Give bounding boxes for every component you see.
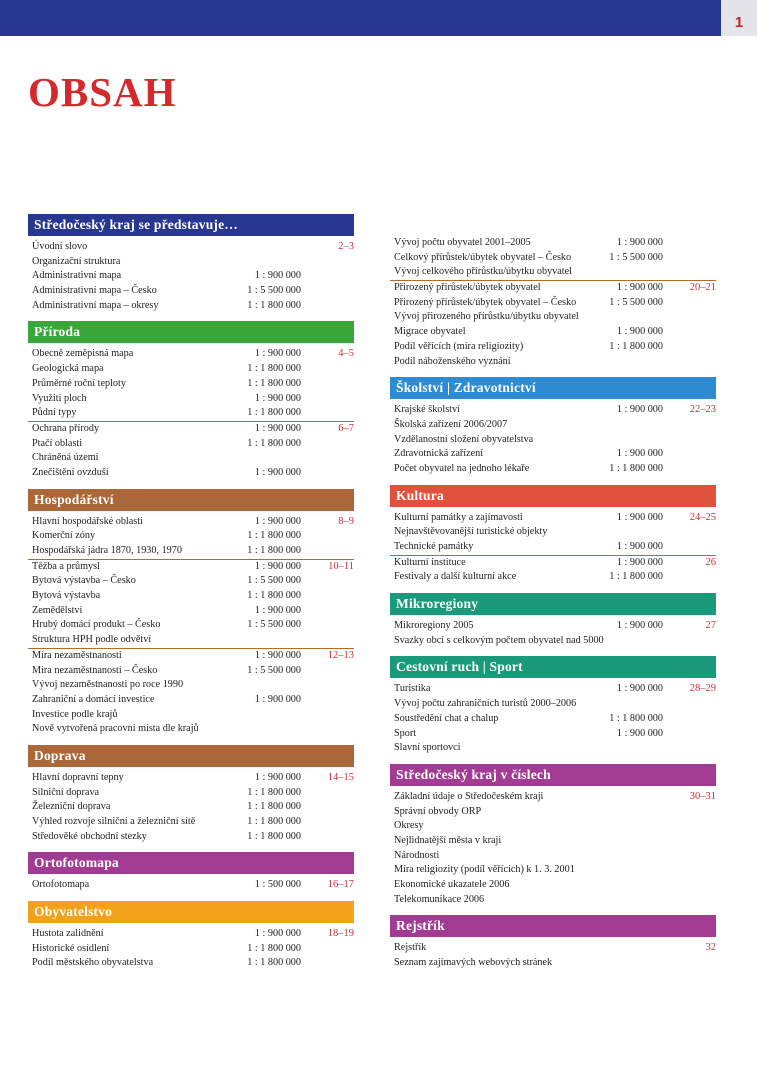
toc-entry[interactable]	[390, 251, 716, 266]
entry-title: Hospodářská jádra 1870, 1930, 1970	[32, 545, 182, 556]
entry-title: Hlavní dopravní tepny	[32, 771, 124, 783]
toc-entry[interactable]	[28, 574, 354, 589]
entry-title: Podíl městského obyvatelstva	[32, 957, 154, 969]
section-body	[28, 874, 354, 893]
map-scale: 1 : 900 000	[254, 928, 301, 940]
top-banner	[0, 0, 721, 36]
map-scale: 1 : 900 000	[254, 392, 301, 404]
entry-title: Vývoj počtu obyvatel 2001–2005	[394, 237, 531, 248]
toc-group	[28, 421, 354, 481]
toc-group	[28, 771, 354, 844]
entry-title: Přirozený přírůstek/úbytek obyvatel – Česko	[394, 296, 577, 308]
section-header: Doprava	[28, 745, 354, 767]
entry-title: Míra religiozity (podíl věřících) k 1. 3. 2001	[394, 864, 575, 876]
map-scale: 1 : 900 000	[254, 771, 301, 783]
entry-title: Středověké obchodní stezky	[32, 830, 147, 842]
page-range-link[interactable]: 16–17	[327, 879, 354, 891]
map-scale: 1 : 900 000	[254, 466, 301, 478]
toc-entry[interactable]	[28, 284, 354, 299]
page-range-link[interactable]: 14–15	[327, 771, 354, 783]
page-number-box	[721, 0, 757, 36]
entry-title: Hustota zalidnění	[32, 928, 104, 940]
entry-title: Ekonomické ukazatele 2006	[394, 879, 510, 890]
toc-entry[interactable]	[390, 296, 716, 311]
toc-entry[interactable]	[390, 697, 716, 712]
map-scale: 1 : 900 000	[254, 604, 301, 616]
toc-entry[interactable]	[390, 355, 716, 370]
entry-title: Nově vytvořená pracovní místa dle krajů	[32, 723, 199, 735]
toc-entry[interactable]	[28, 437, 354, 452]
entry-title: Zdravotnická zařízení	[394, 448, 484, 460]
entry-title: Hlavní hospodářské oblasti	[32, 515, 143, 527]
entry-title: Celkový přírůstek/úbytek obyvatel – Česko	[394, 251, 572, 263]
toc-entry[interactable]	[390, 619, 716, 634]
map-scale: 1 : 1 800 000	[247, 377, 301, 389]
toc-entry[interactable]	[28, 678, 354, 693]
toc-section-continued	[390, 232, 716, 369]
entry-title: Vývoj nezaměstnanosti po roce 1990	[32, 679, 184, 691]
toc-section-doprava	[28, 745, 354, 844]
map-scale: 1 : 1 800 000	[247, 786, 301, 798]
section-body	[390, 507, 716, 585]
map-scale: 1 : 1 800 000	[247, 363, 301, 375]
entry-title: Sport	[394, 727, 417, 739]
page-range-link[interactable]: 18–19	[327, 928, 354, 940]
toc-group	[390, 790, 716, 908]
entry-title: Organizační struktura	[32, 255, 121, 267]
toc-entry[interactable]	[28, 786, 354, 801]
toc-entry[interactable]	[28, 722, 354, 737]
entry-title: Kulturní památky a zajímavosti	[394, 511, 523, 523]
toc-entry[interactable]	[28, 815, 354, 830]
toc-section-priroda	[28, 321, 354, 480]
section-header: Středočeský kraj se představuje…	[28, 214, 354, 236]
toc-entry[interactable]	[390, 511, 716, 526]
toc-section-kultura	[390, 485, 716, 585]
toc-entry[interactable]	[28, 347, 354, 362]
map-scale: 1 : 900 000	[616, 541, 663, 552]
toc-entry[interactable]	[390, 863, 716, 878]
toc-entry[interactable]	[28, 708, 354, 723]
toc-entry[interactable]	[390, 403, 716, 418]
section-body	[28, 343, 354, 480]
section-body	[28, 236, 354, 313]
toc-entry[interactable]	[28, 927, 354, 942]
map-scale: 1 : 5 500 000	[609, 251, 663, 263]
toc-entry[interactable]	[28, 377, 354, 392]
entry-title: Míra nezaměstnanosti	[32, 649, 122, 661]
toc-group	[390, 941, 716, 970]
map-scale: 1 : 1 800 000	[247, 801, 301, 813]
toc-entry[interactable]	[390, 281, 716, 296]
map-scale: 1 : 900 000	[616, 326, 663, 338]
section-header: Rejstřík	[390, 915, 716, 937]
toc-entry[interactable]	[28, 942, 354, 957]
toc-entry[interactable]	[28, 422, 354, 437]
section-header: Příroda	[28, 321, 354, 343]
entry-title: Výhled rozvoje silniční a železniční sítě	[32, 816, 196, 827]
page-range-link[interactable]: 2–3	[338, 241, 354, 252]
toc-entry[interactable]	[390, 265, 716, 280]
toc-entry[interactable]	[28, 362, 354, 377]
entry-title: Ortofotomapa	[32, 879, 90, 891]
entry-title: Hrubý domácí produkt – Česko	[32, 619, 161, 631]
toc-group	[390, 280, 716, 369]
entry-title: Krajské školství	[394, 404, 460, 416]
entry-title: Turistika	[394, 683, 431, 695]
toc-section-rejstrik	[390, 915, 716, 970]
entry-title: Půdní typy	[32, 407, 77, 419]
toc-entry[interactable]	[28, 771, 354, 786]
map-scale: 1 : 1 800 000	[609, 712, 663, 724]
toc-entry[interactable]	[28, 693, 354, 708]
map-scale: 1 : 5 500 000	[247, 285, 301, 297]
entry-title: Základní údaje o Středočeském kraji	[394, 790, 544, 802]
map-scale: 1 : 900 000	[254, 649, 301, 661]
toc-entry[interactable]	[28, 589, 354, 604]
page-range-link[interactable]: 12–13	[327, 649, 354, 661]
entry-title: Školská zařízení 2006/2007	[394, 418, 508, 430]
map-scale: 1 : 5 500 000	[609, 296, 663, 308]
toc-entry[interactable]	[390, 849, 716, 864]
page-title: OBSAH	[28, 69, 177, 115]
entry-title: Znečištění ovzduší	[32, 466, 109, 478]
entry-title: Telekomunikace 2006	[394, 893, 485, 905]
page-range-link[interactable]: 26	[705, 556, 716, 568]
toc-group	[28, 240, 354, 313]
toc-entry[interactable]	[28, 515, 354, 530]
section-body	[390, 232, 716, 369]
map-scale: 1 : 1 800 000	[247, 299, 301, 311]
toc-entry[interactable]	[28, 956, 354, 971]
section-header: Kultura	[390, 485, 716, 507]
toc-entry[interactable]	[390, 941, 716, 956]
entry-title: Kulturní instituce	[394, 556, 466, 568]
map-scale: 1 : 1 800 000	[247, 437, 301, 449]
entry-title: Svazky obcí s celkovým počtem obyvatel nad 5000	[394, 634, 604, 646]
map-scale: 1 : 900 000	[254, 560, 301, 572]
toc-entry[interactable]	[390, 790, 716, 805]
entry-title: Ptačí oblasti	[32, 437, 83, 449]
section-body	[390, 678, 716, 755]
entry-title: Bytová výstavba – Česko	[32, 575, 136, 587]
toc-entry[interactable]	[28, 240, 354, 255]
toc-entry[interactable]	[390, 525, 716, 540]
section-body	[28, 923, 354, 971]
toc-entry[interactable]	[390, 741, 716, 756]
entry-title: Administrativní mapa – Česko	[32, 285, 157, 297]
entry-title: Administrativní mapa – okresy	[32, 299, 159, 311]
section-body	[390, 786, 716, 908]
toc-entry[interactable]	[390, 418, 716, 433]
page-range-link[interactable]: 24–25	[689, 511, 716, 523]
toc-entry[interactable]	[390, 447, 716, 462]
toc-entry[interactable]	[28, 392, 354, 407]
map-scale: 1 : 900 000	[254, 348, 301, 360]
entry-title: Mikroregiony 2005	[394, 620, 474, 632]
map-scale: 1 : 1 800 000	[609, 340, 663, 352]
entry-title: Podíl věřících (míra religiozity)	[394, 340, 524, 352]
toc-entry[interactable]	[390, 712, 716, 727]
entry-title: Ochrana přírody	[32, 422, 100, 434]
page-range-link[interactable]: 8–9	[338, 515, 354, 527]
entry-title: Úvodní slovo	[32, 241, 88, 252]
entry-title: Rejstřík	[394, 942, 427, 954]
map-scale: 1 : 1 800 000	[609, 571, 663, 583]
toc-entry[interactable]	[390, 893, 716, 908]
toc-section-ortofotomapa	[28, 852, 354, 893]
section-header: Středočeský kraj v číslech	[390, 764, 716, 786]
toc-entry[interactable]	[390, 325, 716, 340]
entry-title: Soustředění chat a chalup	[394, 712, 499, 724]
toc-entry[interactable]	[28, 299, 354, 314]
toc-entry[interactable]	[28, 451, 354, 466]
page-range-link[interactable]: 30–31	[689, 790, 716, 802]
entry-title: Národnosti	[394, 849, 440, 861]
toc-group	[390, 619, 716, 648]
entry-title: Chráněná území	[32, 452, 99, 464]
map-scale: 1 : 900 000	[616, 727, 663, 739]
entry-title: Silniční doprava	[32, 786, 100, 798]
toc-group	[28, 648, 354, 737]
toc-entry[interactable]	[28, 664, 354, 679]
toc-entry[interactable]	[28, 800, 354, 815]
toc-entry[interactable]	[28, 544, 354, 559]
entry-title: Technické památky	[394, 541, 474, 552]
entry-title: Těžba a průmysl	[32, 560, 100, 572]
map-scale: 1 : 900 000	[616, 448, 663, 460]
map-scale: 1 : 500 000	[254, 879, 301, 891]
entry-title: Zemědělství	[32, 604, 83, 616]
entry-title: Nejlidnatější města v kraji	[394, 834, 502, 846]
toc-entry[interactable]	[390, 878, 716, 893]
entry-title: Bytová výstavba	[32, 590, 101, 602]
section-body	[390, 937, 716, 970]
toc-entry[interactable]	[28, 618, 354, 633]
section-body	[390, 399, 716, 476]
entry-title: Seznam zajímavých webových stránek	[394, 957, 553, 969]
toc-entry[interactable]	[390, 819, 716, 834]
map-scale: 1 : 1 800 000	[247, 942, 301, 954]
entry-title: Průměrné roční teploty	[32, 377, 126, 389]
entry-title: Geologická mapa	[32, 363, 104, 375]
entry-title: Počet obyvatel na jednoho lékaře	[394, 462, 530, 474]
entry-title: Vzdělanostní složení obyvatelstva	[394, 433, 534, 445]
toc-entry[interactable]	[390, 556, 716, 571]
toc-entry[interactable]	[390, 433, 716, 448]
map-scale: 1 : 900 000	[254, 422, 301, 434]
toc-right-column	[390, 232, 716, 979]
toc-group	[28, 927, 354, 971]
map-scale: 1 : 1 800 000	[247, 590, 301, 602]
toc-section-mikroregiony	[390, 593, 716, 648]
entry-title: Obecně zeměpisná mapa	[32, 348, 134, 360]
toc-section-stredocesky-kraj-v-cislech	[390, 764, 716, 908]
section-body	[28, 511, 354, 737]
map-scale: 1 : 5 500 000	[247, 664, 301, 676]
entry-title: Vývoj počtu zahraničních turistů 2000–2006	[394, 698, 577, 710]
toc-entry[interactable]	[28, 560, 354, 575]
page-range-link[interactable]: 28–29	[689, 683, 716, 695]
section-header: Mikroregiony	[390, 593, 716, 615]
toc-entry[interactable]	[390, 236, 716, 251]
map-scale: 1 : 900 000	[616, 511, 663, 523]
entry-title: Vývoj přirozeného přírůstku/úbytku obyvatel	[394, 311, 579, 323]
toc-entry[interactable]	[390, 805, 716, 820]
toc-group	[28, 559, 354, 648]
toc-entry[interactable]	[28, 529, 354, 544]
map-scale: 1 : 1 800 000	[247, 530, 301, 542]
page-range-link[interactable]: 27	[705, 620, 716, 632]
page-range-link[interactable]: 4–5	[338, 348, 354, 360]
page-range-link[interactable]: 10–11	[328, 560, 354, 572]
section-body	[28, 767, 354, 844]
page-range-link[interactable]: 22–23	[689, 404, 716, 416]
toc-group	[390, 682, 716, 755]
section-header: Školství | Zdravotnictví	[390, 377, 716, 399]
entry-title: Přirozený přírůstek/úbytek obyvatel	[394, 282, 541, 294]
entry-title: Administrativní mapa	[32, 270, 122, 282]
entry-title: Migrace obyvatel	[394, 326, 466, 338]
map-scale: 1 : 900 000	[254, 515, 301, 527]
map-scale: 1 : 1 800 000	[247, 816, 301, 827]
toc-entry[interactable]	[28, 406, 354, 421]
toc-entry[interactable]	[390, 634, 716, 649]
section-header: Cestovní ruch | Sport	[390, 656, 716, 678]
map-scale: 1 : 1 800 000	[609, 462, 663, 474]
toc-entry[interactable]	[390, 834, 716, 849]
map-scale: 1 : 900 000	[616, 237, 663, 248]
toc-left-column	[28, 214, 354, 979]
entry-title: Historické osídlení	[32, 942, 110, 954]
toc-entry[interactable]	[390, 727, 716, 742]
toc-section-obyvatelstvo	[28, 901, 354, 971]
toc-entry[interactable]	[28, 633, 354, 648]
page-range-link[interactable]: 32	[705, 942, 716, 954]
toc-section-hospodarstvi	[28, 489, 354, 737]
toc-section-cestovni-ruch-sport	[390, 656, 716, 755]
toc-entry[interactable]	[390, 682, 716, 697]
toc-section-skolstvi-zdravotnictvi	[390, 377, 716, 476]
page-range-link[interactable]: 20–21	[689, 282, 716, 294]
entry-title: Struktura HPH podle odvětví	[32, 634, 152, 646]
page-number: 1	[734, 14, 744, 31]
map-scale: 1 : 5 500 000	[247, 575, 301, 587]
toc-group	[390, 403, 716, 476]
toc-group	[28, 347, 354, 420]
toc-entry[interactable]	[28, 466, 354, 481]
entry-title: Vývoj celkového přírůstku/úbytku obyvatel	[394, 266, 572, 278]
entry-title: Železniční doprava	[32, 801, 111, 813]
map-scale: 1 : 1 800 000	[247, 407, 301, 419]
toc-entry[interactable]	[28, 604, 354, 619]
toc-entry[interactable]	[28, 255, 354, 270]
toc-section-stredocesky-kraj-se-predstavuje	[28, 214, 354, 313]
toc-entry[interactable]	[28, 649, 354, 664]
toc-group	[28, 878, 354, 893]
toc-entry[interactable]	[28, 830, 354, 845]
page-range-link[interactable]: 6–7	[338, 422, 354, 434]
entry-title: Okresy	[394, 820, 424, 832]
map-scale: 1 : 900 000	[616, 620, 663, 632]
entry-title: Využití ploch	[32, 392, 87, 404]
entry-title: Nejnavštěvovanější turistické objekty	[394, 526, 548, 538]
toc-group	[28, 515, 354, 559]
toc-group	[390, 511, 716, 555]
map-scale: 1 : 900 000	[616, 282, 663, 294]
map-scale: 1 : 900 000	[616, 404, 663, 416]
entry-title: Zahraniční a domácí investice	[32, 693, 155, 705]
map-scale: 1 : 5 500 000	[247, 619, 301, 631]
map-scale: 1 : 1 800 000	[247, 957, 301, 969]
toc-entry[interactable]	[28, 878, 354, 893]
entry-title: Míra nezaměstnanosti – Česko	[32, 664, 158, 676]
section-header: Ortofotomapa	[28, 852, 354, 874]
map-scale: 1 : 900 000	[616, 556, 663, 568]
toc-entry[interactable]	[390, 956, 716, 971]
section-header: Hospodářství	[28, 489, 354, 511]
entry-title: Festivaly a další kulturní akce	[394, 571, 517, 583]
toc-group	[390, 236, 716, 280]
entry-title: Podíl náboženského vyznání	[394, 355, 511, 367]
toc-entry[interactable]	[390, 310, 716, 325]
entry-title: Správní obvody ORP	[394, 805, 482, 817]
map-scale: 1 : 900 000	[254, 270, 301, 282]
toc-entry[interactable]	[390, 570, 716, 585]
map-scale: 1 : 1 800 000	[247, 830, 301, 842]
toc-entry[interactable]	[390, 462, 716, 477]
entry-title: Slavní sportovci	[394, 742, 461, 754]
entry-title: Komerční zóny	[32, 530, 96, 542]
entry-title: Investice podle krajů	[32, 708, 118, 720]
section-body	[390, 615, 716, 648]
map-scale: 1 : 900 000	[254, 693, 301, 705]
toc-entry[interactable]	[390, 540, 716, 555]
map-scale: 1 : 1 800 000	[247, 545, 301, 556]
toc-group	[390, 555, 716, 585]
section-header: Obyvatelstvo	[28, 901, 354, 923]
map-scale: 1 : 900 000	[616, 683, 663, 695]
toc-entry[interactable]	[28, 269, 354, 284]
toc-entry[interactable]	[390, 340, 716, 355]
